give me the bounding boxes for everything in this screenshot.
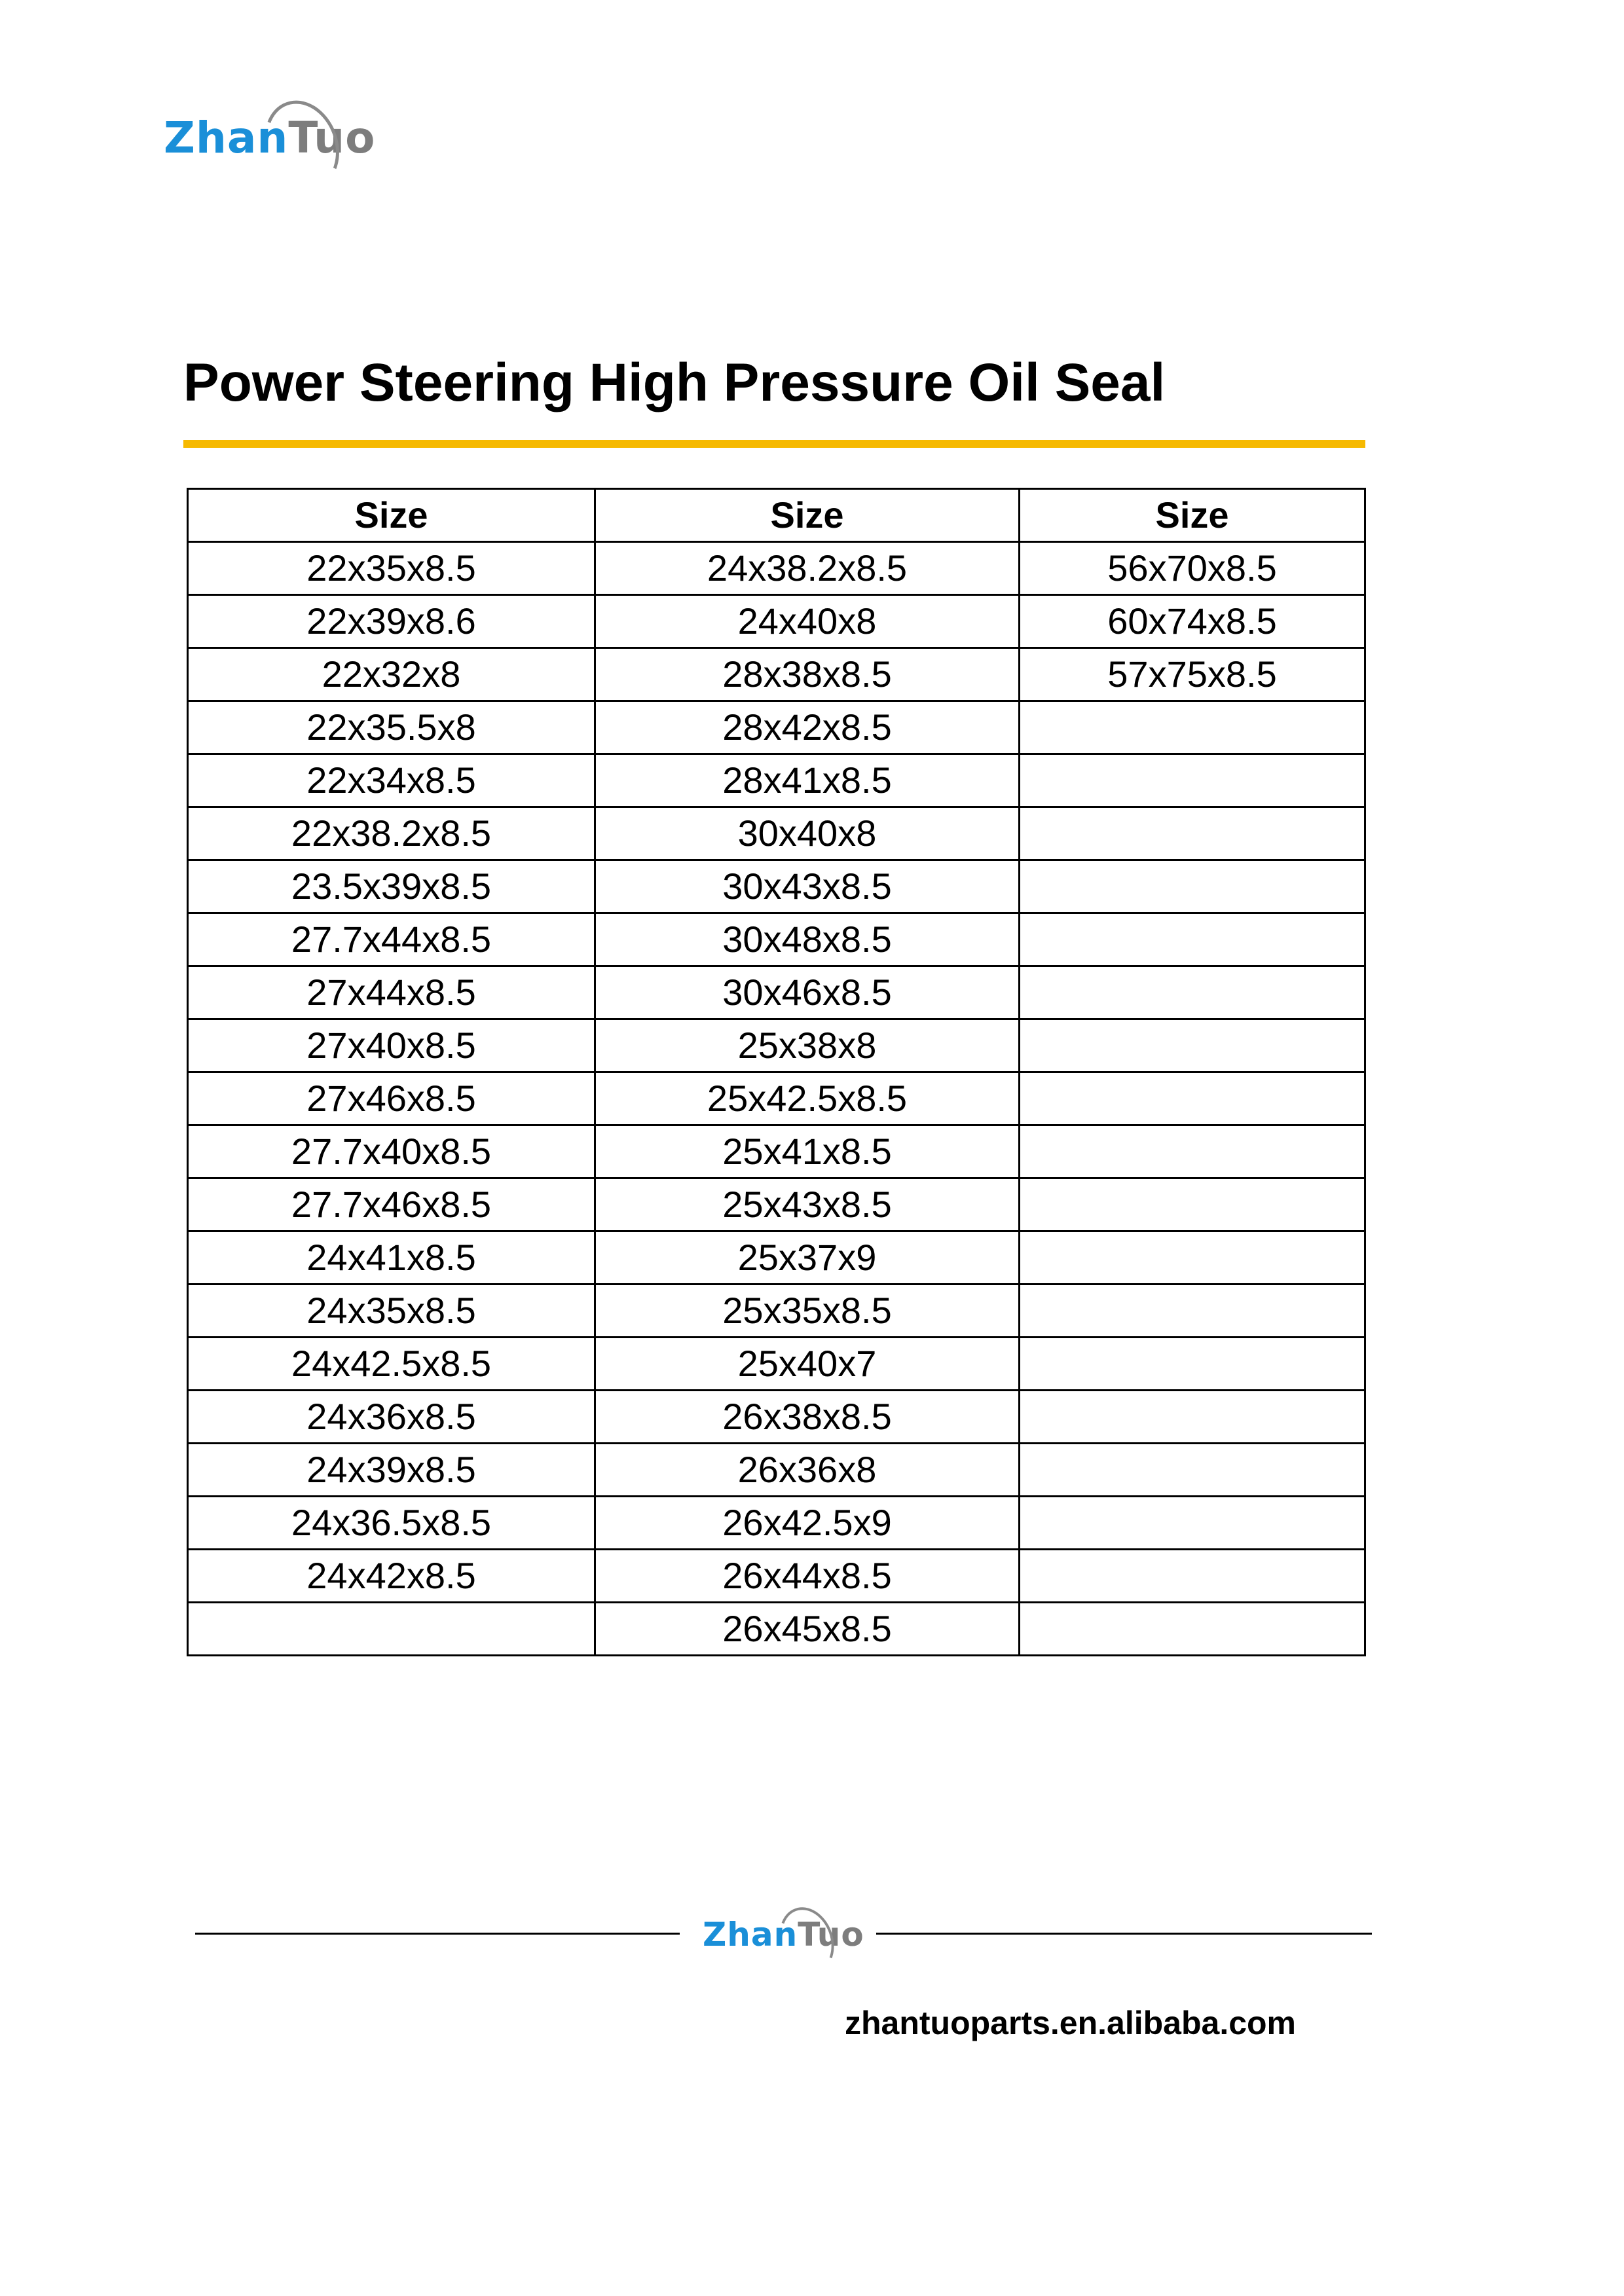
table-cell: 27x46x8.5 (188, 1072, 595, 1125)
table-cell: 25x42.5x8.5 (595, 1072, 1020, 1125)
title-underline (183, 440, 1365, 448)
table-cell (1020, 860, 1365, 913)
table-cell: 23.5x39x8.5 (188, 860, 595, 913)
table-row (188, 1391, 1365, 1444)
table-cell: 22x35.5x8 (188, 701, 595, 754)
table-cell: 24x35x8.5 (188, 1285, 595, 1338)
table-cell: 24x36.5x8.5 (188, 1497, 595, 1550)
table-cell: 26x36x8 (595, 1444, 1020, 1497)
table-cell: 22x32x8 (188, 648, 595, 701)
table-cell: 26x45x8.5 (595, 1603, 1020, 1656)
table-row (188, 1603, 1365, 1656)
size-table-body (188, 542, 1365, 1656)
footer-divider-right (874, 1933, 1372, 1935)
table-cell: 22x38.2x8.5 (188, 807, 595, 860)
table-cell: 25x35x8.5 (595, 1285, 1020, 1338)
logo-swoosh-icon (771, 1899, 843, 1981)
table-row (188, 807, 1365, 860)
table-cell: 24x40x8 (595, 595, 1020, 648)
table-cell: 27.7x46x8.5 (188, 1178, 595, 1231)
table-row (188, 754, 1365, 807)
table-row (188, 1550, 1365, 1603)
table-cell: 27.7x44x8.5 (188, 913, 595, 966)
table-cell (1020, 1285, 1365, 1338)
table-cell: 22x39x8.6 (188, 595, 595, 648)
table-cell (1020, 807, 1365, 860)
table-cell: 27x44x8.5 (188, 966, 595, 1019)
table-row (188, 913, 1365, 966)
table-row (188, 1125, 1365, 1178)
table-cell (1020, 1125, 1365, 1178)
table-cell: 28x38x8.5 (595, 648, 1020, 701)
logo-swoosh-icon (253, 90, 352, 200)
table-cell (1020, 1603, 1365, 1656)
table-cell (1020, 1231, 1365, 1285)
brand-logo-tuo-text: Tuo (288, 112, 376, 163)
table-cell (1020, 754, 1365, 807)
table-row (188, 595, 1365, 648)
table-cell: 25x43x8.5 (595, 1178, 1020, 1231)
table-cell: 24x39x8.5 (188, 1444, 595, 1497)
table-cell (1020, 1338, 1365, 1391)
table-cell: 24x36x8.5 (188, 1391, 595, 1444)
table-cell (188, 1603, 595, 1656)
table-cell: 30x40x8 (595, 807, 1020, 860)
table-row (188, 966, 1365, 1019)
table-cell (1020, 966, 1365, 1019)
table-cell (1020, 701, 1365, 754)
table-cell (1020, 1391, 1365, 1444)
table-cell: 24x42.5x8.5 (188, 1338, 595, 1391)
table-row (188, 701, 1365, 754)
table-cell (1020, 1178, 1365, 1231)
footer-logo-tuo-text: Tuo (798, 1916, 864, 1954)
table-row (188, 1338, 1365, 1391)
footer-url: zhantuoparts.en.alibaba.com (845, 2005, 1297, 2041)
table-row (188, 1231, 1365, 1285)
column-header: Size (595, 489, 1020, 542)
table-cell: 24x41x8.5 (188, 1231, 595, 1285)
table-row (188, 1497, 1365, 1550)
table-cell: 26x38x8.5 (595, 1391, 1020, 1444)
table-cell: 30x43x8.5 (595, 860, 1020, 913)
table-cell (1020, 1444, 1365, 1497)
brand-logo (164, 98, 375, 177)
page-title: Power Steering High Pressure Oil Seal (183, 353, 1166, 412)
table-cell: 24x42x8.5 (188, 1550, 595, 1603)
table-cell: 25x38x8 (595, 1019, 1020, 1072)
table-cell: 27x40x8.5 (188, 1019, 595, 1072)
table-row (188, 1019, 1365, 1072)
table-cell: 24x38.2x8.5 (595, 542, 1020, 595)
table-cell (1020, 1550, 1365, 1603)
table-cell: 25x41x8.5 (595, 1125, 1020, 1178)
table-cell: 30x46x8.5 (595, 966, 1020, 1019)
table-cell: 60x74x8.5 (1020, 595, 1365, 648)
table-row (188, 1285, 1365, 1338)
table-row (188, 542, 1365, 595)
footer-divider-left (195, 1933, 680, 1935)
table-cell (1020, 913, 1365, 966)
brand-logo-zhan: Zhan (164, 112, 289, 163)
table-cell: 27.7x40x8.5 (188, 1125, 595, 1178)
size-table (187, 488, 1366, 1656)
footer-logo-zhan: Zhan (703, 1916, 798, 1954)
table-cell: 26x44x8.5 (595, 1550, 1020, 1603)
footer-logo-tuo (798, 1916, 864, 1954)
table-cell: 22x35x8.5 (188, 542, 595, 595)
table-cell (1020, 1072, 1365, 1125)
table-cell: 57x75x8.5 (1020, 648, 1365, 701)
table-cell: 26x42.5x9 (595, 1497, 1020, 1550)
table-cell: 25x40x7 (595, 1338, 1020, 1391)
column-header: Size (188, 489, 595, 542)
table-cell (1020, 1019, 1365, 1072)
column-header: Size (1020, 489, 1365, 542)
table-cell (1020, 1497, 1365, 1550)
table-row (188, 1444, 1365, 1497)
table-cell: 28x42x8.5 (595, 701, 1020, 754)
table-row (188, 648, 1365, 701)
table-row (188, 860, 1365, 913)
brand-logo-tuo (288, 113, 375, 163)
table-cell: 28x41x8.5 (595, 754, 1020, 807)
table-cell: 25x37x9 (595, 1231, 1020, 1285)
footer-brand-logo (691, 1905, 876, 1964)
table-cell: 30x48x8.5 (595, 913, 1020, 966)
table-row (188, 1072, 1365, 1125)
table-row (188, 1178, 1365, 1231)
table-header-row (188, 489, 1365, 542)
table-cell: 56x70x8.5 (1020, 542, 1365, 595)
table-cell: 22x34x8.5 (188, 754, 595, 807)
